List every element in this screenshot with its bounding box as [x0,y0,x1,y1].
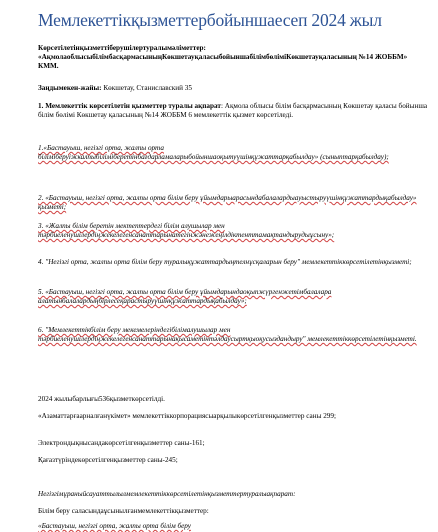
stats-intro-text: 2024 жылыбарлығы536қызметкөрсетілді. [38,395,165,403]
provider-label: Көрсетілетінқызметтіберушілертуралымәліметтер: [38,44,206,52]
service-item-3 [38,222,428,240]
address-label: Заңдымекен-жайы: [38,84,102,92]
stat-2-text: Электрондықнысандакөрсетілгенқызметтер саны-161; [38,439,205,447]
service-item-2 [38,194,428,212]
service-item-4 [38,258,428,267]
service-text-1: 1.«Бастауыш, негізгі орта, жалпы орта біліміберуіжкалпыбіліміберетінбағдарламаларыбойыншаоқытуүшінқұжаттарқабылдау» (сыныптарқабылдау); [38,144,389,162]
section1-text: : Ақмола облысы білім басқармасының Көкшетау қаласы бойынша білім бөлімі Көкшетау қаласының №14 ЖОББМ 6 мемлекеттік қызмет көрсетіледі. [38,102,428,120]
service-item-6 [38,326,428,344]
service-text-5: 5. «Бастауыш, негізгі орта, жалпы орта білім беру ұйымдарындаоқыпжүргенжетімбалалара алатынбалалардыңбірлесеқарастыруүшінқұжаттардықабылдау»; [38,288,332,306]
stat-3 [38,456,428,465]
provider-info [38,44,428,72]
provider-text: «АқмолаоблысыбілімбасқармасыныңКөкшетауқаласыбойыншабілімбөліміКөкшетауқаласының №14 ЖОББМ» КММ. [38,53,408,71]
document-title: Мемлекеттікқызметтербойыншаесеп 2024 жыл [38,10,382,30]
stats-intro [38,395,428,404]
info-item-text: «Бастауыш, негізгі орта, жалпы орта білім беру [38,522,191,530]
service-item-1 [38,144,428,162]
service-text-4: 4. "Негізгі орта, жалпы орта білім беру туралықұжаттардыңтелнұсқаларын беру" мемлекеттіккөрсетілетінқызметі; [38,258,412,266]
info-item [38,522,428,531]
service-item-5 [38,288,428,306]
section1-label: 1. Мемлекеттік көрсетілетін қызметтер туралы ақпарат [38,102,221,110]
info-heading-text: Негізгімұраныйсауаттылылмемлекеттіккөрсетілетінқызметтертуралыақпарат: [38,490,296,498]
stat-1 [38,412,428,421]
legal-address [38,84,428,93]
info-sub-text: Білім беру саласындаұсынылғанмемлекеттікқызметтер: [38,507,209,515]
address-text: Көкшетау, Станиславский 35 [101,84,192,92]
service-text-3: 3. «Жалпы білім беретін мектептердегі білім алушылар мен тәрбиеленушілердіңжекелегенсанаттарынатегінжәнежеңілдіктенттамақтандырудыұсыну»; [38,222,335,240]
service-text-6: 6. "Мемлекеттікбілім беру мекемелеріндегібілімалушылар мен тәрбиеленушілердіңжекелегенсанаттарынақысаметінтәлдаусыртқыоқусыздандыру" мемлекеттіккөрсетілетінқызметі. [38,326,417,344]
info-sub [38,507,428,516]
service-text-2: 2. «Бастауыш, негізгі орта, жалпы орта білім беру ұйымдарыарасындабалалардыауыстыруүшінқұжаттардықабылдау» қызметі; [38,194,417,212]
section-1 [38,102,428,120]
stat-3-text: Қағазтүріндекөрсетілгенқызметтер саны-245; [38,456,178,464]
info-heading [38,490,428,499]
stat-1-text: «Азаматтарғаарналғанүкімет» мемлекеттіккорпорациясыарқылыкөрсетілгенқызметтер саны 299; [38,412,336,420]
stat-2 [38,439,428,448]
